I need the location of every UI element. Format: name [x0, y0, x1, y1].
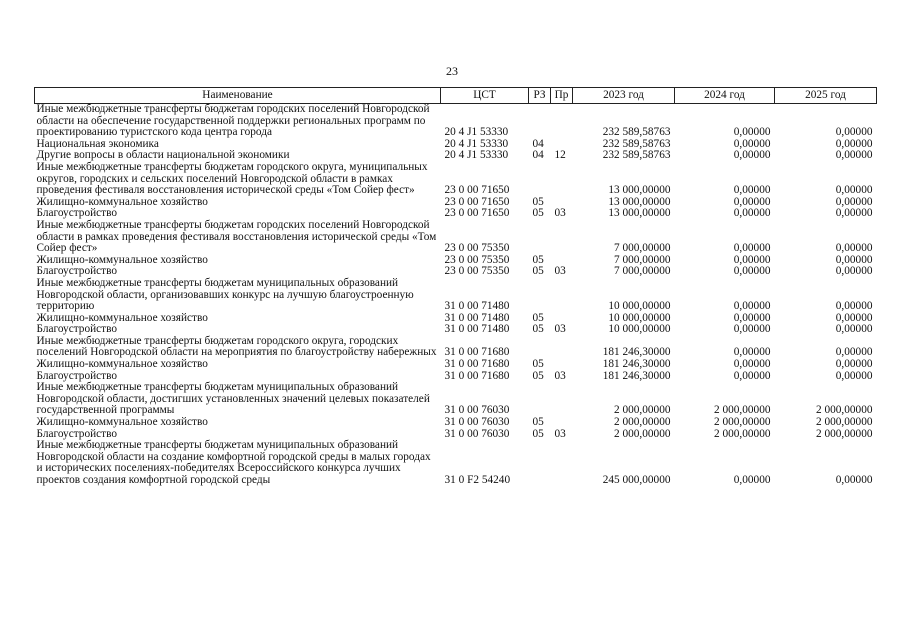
row-cst: 31 0 00 76030 — [444, 404, 510, 417]
row-2024: 0,00000 — [733, 358, 771, 371]
row-cst: 31 0 00 71680 — [444, 358, 510, 371]
row-name: Жилищно-коммунальное хозяйство — [36, 253, 208, 266]
row-rz — [529, 220, 551, 255]
row-rz: 05 — [532, 427, 544, 440]
row-pr: 03 — [554, 427, 566, 440]
row-2025: 0,00000 — [835, 137, 873, 150]
row-name: Иные межбюджетные трансферты бюджетам городского округа, муниципальных округов, городских и сельских поселений Новгородской области в рамках проведения фестиваля восстановления исторической среды «Том Сойер фест» — [36, 160, 428, 197]
row-name: Другие вопросы в области национальной экономики — [36, 149, 290, 162]
table-row — [35, 440, 877, 486]
row-pr — [551, 278, 573, 313]
row-2024: 0,00000 — [733, 311, 771, 324]
header-2024: 2024 год — [675, 88, 775, 104]
row-pr: 03 — [554, 265, 566, 278]
row-2025: 0,00000 — [835, 346, 873, 359]
row-name: Национальная экономика — [36, 137, 159, 150]
row-name: Благоустройство — [36, 207, 117, 220]
row-2023: 2 000,00000 — [614, 404, 671, 417]
row-cst: 23 0 00 71650 — [444, 207, 510, 220]
row-rz — [529, 382, 551, 417]
row-name: Иные межбюджетные трансферты бюджетам муниципальных образований Новгородской области, достигших установленных значений целевых показателей государственной программы — [36, 381, 430, 417]
row-2023: 13 000,00000 — [608, 195, 671, 208]
row-cst: 31 0 00 76030 — [444, 427, 510, 440]
table-row — [35, 359, 877, 371]
row-2023: 13 000,00000 — [608, 207, 671, 220]
table-header-row — [35, 88, 877, 104]
row-2025: 0,00000 — [835, 242, 873, 255]
table-row — [35, 104, 877, 139]
row-2025: 0,00000 — [835, 323, 873, 336]
row-rz — [529, 162, 551, 197]
row-rz: 05 — [532, 207, 544, 220]
row-2025: 0,00000 — [835, 195, 873, 208]
row-2023: 2 000,00000 — [614, 416, 671, 429]
row-rz — [529, 104, 551, 139]
header-rz: РЗ — [529, 88, 551, 104]
table-row — [35, 417, 877, 429]
row-2025: 0,00000 — [835, 358, 873, 371]
row-2023: 181 246,30000 — [602, 358, 671, 371]
row-cst: 20 4 J1 53330 — [444, 126, 509, 139]
row-cst: 31 0 00 71480 — [444, 323, 510, 336]
header-pr: Пр — [551, 88, 573, 104]
row-2024: 0,00000 — [733, 149, 771, 162]
row-name: Благоустройство — [36, 265, 117, 278]
row-name: Жилищно-коммунальное хозяйство — [36, 195, 208, 208]
row-cst: 31 0 00 71480 — [444, 311, 510, 324]
row-2023: 232 589,58763 — [602, 137, 671, 150]
row-2023: 245 000,00000 — [602, 474, 671, 486]
row-pr — [551, 359, 573, 371]
row-cst: 20 4 J1 53330 — [444, 149, 509, 162]
row-pr: 03 — [554, 369, 566, 382]
row-2023: 232 589,58763 — [602, 126, 671, 139]
row-name: Благоустройство — [36, 369, 117, 382]
row-2024: 2 000,00000 — [714, 427, 771, 440]
row-name: Благоустройство — [36, 427, 117, 440]
row-rz: 05 — [532, 265, 544, 278]
row-pr: 03 — [554, 323, 566, 336]
row-rz: 05 — [532, 195, 544, 208]
row-pr: 03 — [554, 207, 566, 220]
header-name: Наименование — [35, 88, 441, 104]
row-cst: 23 0 00 71650 — [444, 195, 510, 208]
row-name: Иные межбюджетные трансферты бюджетам городских поселений Новгородской области в рамках проведения фестиваля восстановления исторической среды «Том Сойер фест» — [36, 218, 437, 255]
row-cst: 31 0 00 76030 — [444, 416, 510, 429]
row-rz: 04 — [532, 137, 544, 150]
table-row — [35, 162, 877, 197]
table-row — [35, 220, 877, 255]
row-2023: 10 000,00000 — [608, 300, 671, 313]
row-2024: 0,00000 — [733, 184, 771, 197]
table-row — [35, 278, 877, 313]
row-name: Иные межбюджетные трансферты бюджетам муниципальных образований Новгородской области, организовавших конкурс на лучшую благоустроенную территорию — [36, 276, 414, 313]
row-name: Иные межбюджетные трансферты бюджетам муниципальных образований Новгородской области на создание комфортной городской среды в малых городах и исторических поселениях-победителях Всероссийского конкурса лучших проектов создания комфортной городской среды — [36, 439, 431, 486]
row-2025: 0,00000 — [835, 126, 873, 139]
header-cst: ЦСТ — [441, 88, 529, 104]
row-2023: 2 000,00000 — [614, 427, 671, 440]
row-pr: 12 — [554, 149, 566, 162]
row-2025: 0,00000 — [835, 300, 873, 313]
row-cst: 23 0 00 75350 — [444, 253, 510, 266]
row-2024: 0,00000 — [733, 207, 771, 220]
row-cst: 31 0 00 71480 — [444, 300, 510, 313]
row-name: Жилищно-коммунальное хозяйство — [36, 311, 208, 324]
row-cst: 23 0 00 71650 — [444, 184, 510, 197]
row-2023: 7 000,00000 — [614, 242, 671, 255]
row-2025: 0,00000 — [835, 265, 873, 278]
row-rz: 05 — [532, 253, 544, 266]
row-pr — [551, 382, 573, 417]
row-2024: 0,00000 — [733, 126, 771, 139]
row-2023: 181 246,30000 — [602, 369, 671, 382]
header-2025: 2025 год — [775, 88, 877, 104]
row-rz — [529, 440, 551, 486]
row-2025: 2 000,00000 — [816, 427, 873, 440]
row-2024: 0,00000 — [733, 242, 771, 255]
row-2024: 0,00000 — [733, 300, 771, 313]
row-2023: 7 000,00000 — [614, 265, 671, 278]
row-2025: 2 000,00000 — [816, 404, 873, 417]
row-rz: 05 — [532, 311, 544, 324]
row-name: Иные межбюджетные трансферты бюджетам городских поселений Новгородской области на обеспечение государственной поддержки региональных программ по проектированию туристского кода центра города — [36, 103, 430, 139]
row-name: Иные межбюджетные трансферты бюджетам городского округа, городских поселений Новгородской области на мероприятия по благоустройству набережных — [36, 334, 437, 359]
row-2024: 0,00000 — [733, 323, 771, 336]
row-name: Жилищно-коммунальное хозяйство — [36, 358, 208, 371]
row-cst: 31 0 00 71680 — [444, 346, 510, 359]
row-2025: 0,00000 — [835, 149, 873, 162]
row-2025: 2 000,00000 — [816, 416, 873, 429]
row-2025: 0,00000 — [835, 311, 873, 324]
row-rz: 04 — [532, 149, 544, 162]
budget-table — [34, 87, 877, 487]
row-2024: 0,00000 — [733, 137, 771, 150]
row-2024: 0,00000 — [733, 253, 771, 266]
row-pr — [551, 162, 573, 197]
row-2023: 7 000,00000 — [614, 253, 671, 266]
row-rz: 05 — [532, 369, 544, 382]
row-rz — [529, 278, 551, 313]
row-pr — [551, 104, 573, 139]
table-row — [35, 336, 877, 359]
row-cst: 23 0 00 75350 — [444, 265, 510, 278]
row-rz: 05 — [532, 323, 544, 336]
row-2023: 181 246,30000 — [602, 346, 671, 359]
page-number: 23 — [446, 64, 458, 78]
row-2025: 0,00000 — [835, 184, 873, 197]
row-name: Жилищно-коммунальное хозяйство — [36, 416, 208, 429]
row-2024: 0,00000 — [733, 369, 771, 382]
row-rz — [529, 336, 551, 359]
row-pr — [551, 220, 573, 255]
table-row — [35, 382, 877, 417]
row-cst: 23 0 00 75350 — [444, 242, 510, 255]
row-2023: 10 000,00000 — [608, 311, 671, 324]
row-2023: 10 000,00000 — [608, 323, 671, 336]
row-pr — [551, 440, 573, 486]
row-cst: 31 0 F2 54240 — [444, 474, 511, 486]
row-name: Благоустройство — [36, 323, 117, 336]
row-2024: 2 000,00000 — [714, 404, 771, 417]
row-rz: 05 — [532, 358, 544, 371]
row-2024: 0,00000 — [733, 265, 771, 278]
row-2024: 0,00000 — [733, 195, 771, 208]
row-2025: 0,00000 — [835, 369, 873, 382]
row-2025: 0,00000 — [835, 253, 873, 266]
row-pr — [551, 336, 573, 359]
row-2024: 0,00000 — [733, 474, 771, 486]
row-2024: 0,00000 — [733, 346, 771, 359]
header-2023: 2023 год — [573, 88, 675, 104]
row-pr — [551, 417, 573, 429]
row-rz: 05 — [532, 416, 544, 429]
row-2023: 232 589,58763 — [602, 149, 671, 162]
row-2023: 13 000,00000 — [608, 184, 671, 197]
row-cst: 31 0 00 71680 — [444, 369, 510, 382]
row-2025: 0,00000 — [835, 474, 873, 486]
row-2024: 2 000,00000 — [714, 416, 771, 429]
row-cst: 20 4 J1 53330 — [444, 137, 509, 150]
table-body — [35, 104, 877, 487]
row-2025: 0,00000 — [835, 207, 873, 220]
